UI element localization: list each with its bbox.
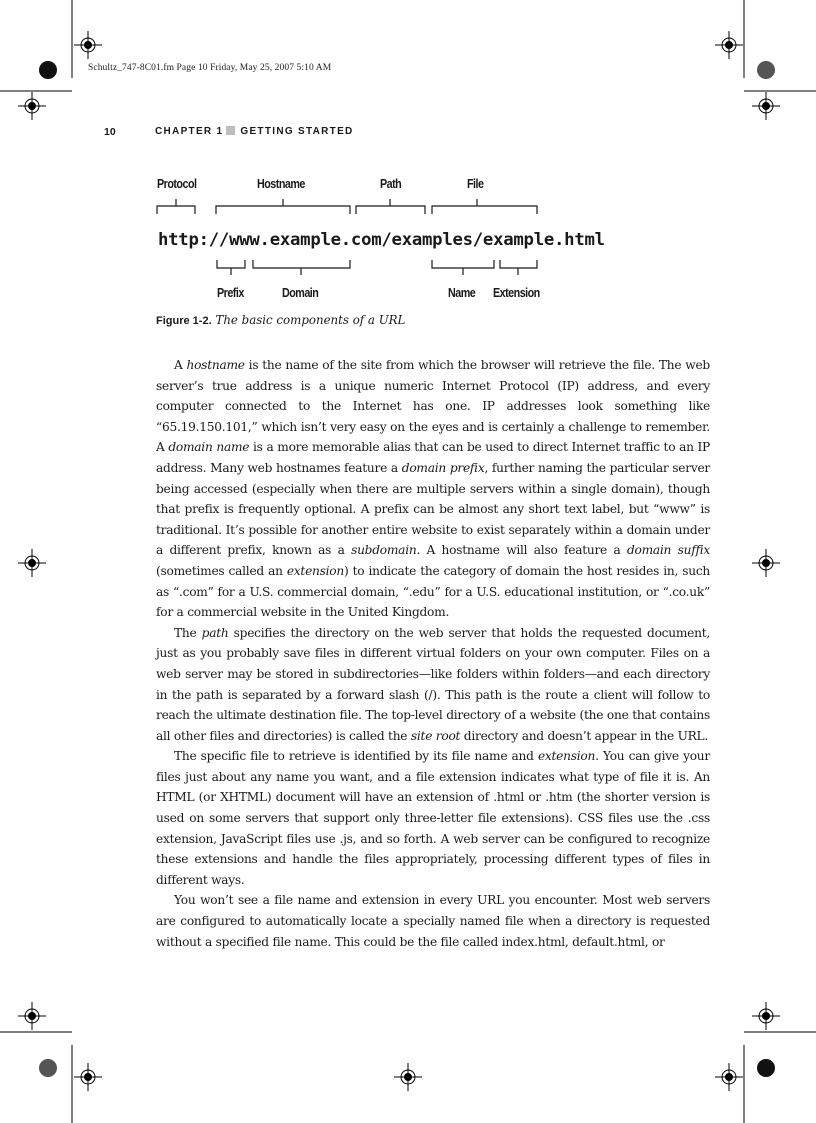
label-path: Path [380, 177, 402, 191]
paragraph-hostname: A hostname is the name of the site from which the browser will retrieve the file. The web server’s true address is a unique numeric Internet Protocol (IP) address, and every computer connected to the Internet has one. IP addresses look something like “65.19.150.101,” which isn’t very easy on the eyes and is certainly a challenge to remember. A domain name is a more memorable alias that can be used to direct Internet traffic to an IP address. Many web hostnames feature a domain prefix, further naming the particular server being accessed (especially when there are multiple servers within a single domain), though that prefix is frequently optional. A prefix can be almost any short text label, but “www” is traditional. It’s possible for another entire website to exist separately within a domain under a different prefix, known as a subdomain. A hostname will also feature a domain suffix (sometimes called an extension) to indicate the category of domain the host resides in, such as “.com” for a U.S. commercial domain, “.edu” for a U.S. educational institution, or “.co.uk” for a commercial website in the United Kingdom. [156, 358, 711, 620]
paragraph-default-file: You won’t see a file name and extension in every URL you encounter. Most web servers are configured to automatically locate a specially named file when a directory is requested without a specified file name. This could be the file called index.html, default.html, or [156, 893, 710, 949]
section-label: GETTING STARTED [240, 126, 354, 137]
caption-number: Figure 1-2. [156, 315, 212, 327]
label-protocol: Protocol [157, 177, 197, 191]
paragraph-path: The path specifies the directory on the web server that holds the requested document, just as you probably save files in different virtual folders on your own computer. Files on a web server may be stored in subdirectories—like folders within folders—and each directory in the path is separated by a forward slash (/). This path is the route a client will follow to reach the ultimate destination file. The top-level directory of a website (the one that contains all other files and directories) is called the site root directory and doesn’t appear in the URL. [156, 625, 710, 743]
label-file: File [467, 177, 484, 191]
label-extension: Extension [493, 286, 540, 300]
print-slug: Schultz_747-8C01.fm Page 10 Friday, May 25, 2007 5:10 AM [88, 63, 332, 73]
running-header [155, 126, 354, 137]
label-domain: Domain [282, 286, 319, 300]
example-url: http://www.example.com/examples/example.html [158, 230, 605, 250]
label-hostname: Hostname [257, 177, 305, 191]
paragraph-file: The specific file to retrieve is identified by its file name and extension. You can give your files just about any name you want, and a file extension indicates what type of file it is. An HTML (or XHTML) document will have an extension of .html or .htm (the shorter version is used on some servers that support only three-letter file extensions). CSS files use the .css extension, JavaScript files use .js, and so forth. A web server can be configured to recognize these extensions and handle the files appropriately, processing different types of files in different ways. [156, 749, 710, 887]
header-separator [226, 126, 235, 135]
body-text [156, 355, 710, 952]
caption-text: The basic components of a URL [215, 313, 406, 327]
chapter-label: CHAPTER 1 [155, 126, 224, 137]
figure-caption [156, 313, 405, 327]
label-prefix: Prefix [217, 286, 244, 300]
page-number: 10 [104, 126, 116, 138]
label-name: Name [448, 286, 476, 300]
